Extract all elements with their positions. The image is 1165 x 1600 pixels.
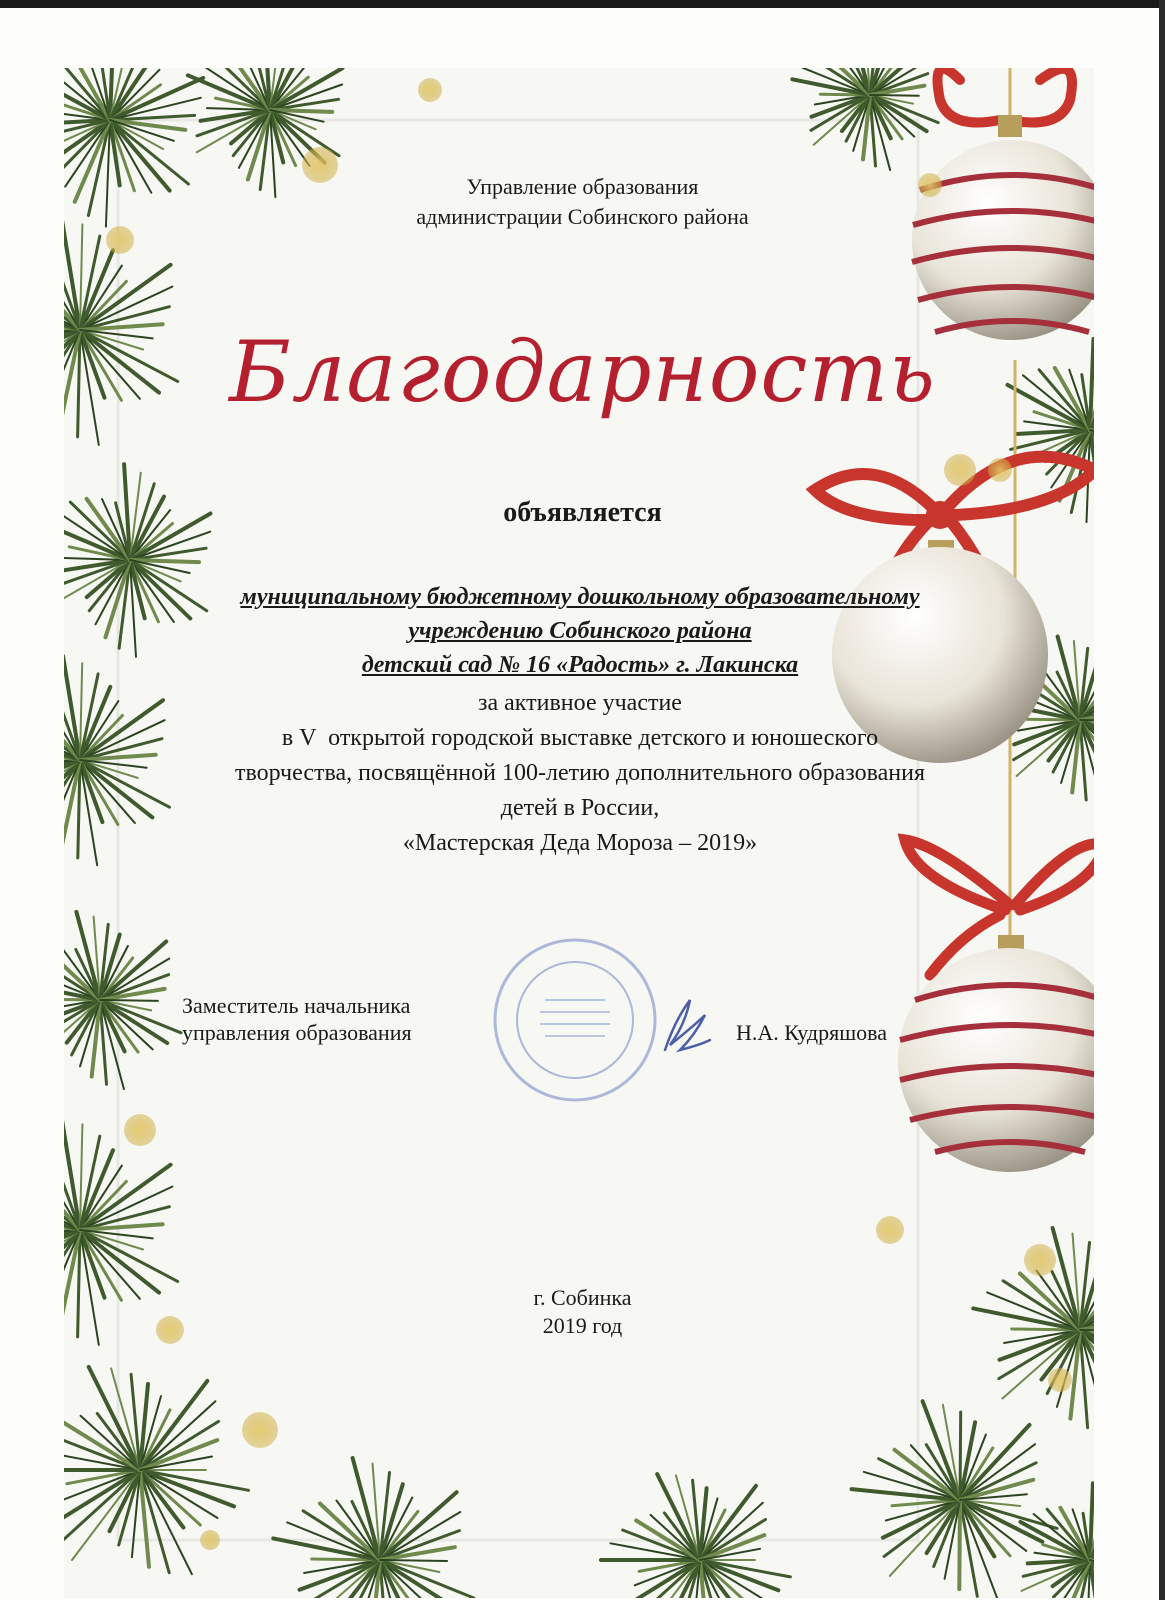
pine-needle: [1090, 430, 1155, 439]
pine-needle: [1090, 1544, 1156, 1560]
pine-needle: [1090, 1560, 1129, 1581]
footer-city: г. Собинка: [533, 1285, 632, 1310]
place-and-year: [0, 1284, 1165, 1340]
pine-needle: [1090, 1560, 1147, 1600]
pine-needle: [100, 1000, 158, 1001]
reason-line-4: детей в России,: [500, 795, 660, 821]
recipient-line-3: детский сад № 16 «Радость» г. Лакинска: [361, 652, 799, 678]
issuer-line-2: администрации Собинского района: [416, 204, 749, 229]
pine-needle: [1090, 1529, 1158, 1560]
pine-needle: [1090, 1560, 1133, 1600]
signatory-position-line-2: управления образования: [182, 1020, 412, 1045]
signatory-name: Н.А. Кудряшова: [736, 1020, 888, 1045]
pine-needle: [380, 1560, 447, 1561]
pine-needle: [700, 1503, 763, 1560]
pine-needle: [1090, 430, 1136, 455]
pine-needle: [870, 95, 919, 96]
signatory-position: [182, 992, 412, 1046]
pine-needle: [1090, 1560, 1120, 1600]
pine-needle: [33, 1000, 100, 1059]
pine-needle: [1090, 430, 1158, 485]
pine-needle: [100, 1000, 153, 1049]
pine-needle: [959, 1500, 960, 1589]
pine-needle: [1090, 1560, 1145, 1567]
pine-needle: [0, 713, 80, 760]
pine-needle: [1090, 430, 1142, 491]
gold-dot: [988, 458, 1012, 482]
issuer-header: [0, 172, 1165, 232]
gold-dot: [944, 454, 976, 486]
reason-line-5: «Мастерская Деда Мороза – 2019»: [402, 830, 758, 856]
gold-dot: [1024, 1244, 1056, 1276]
pine-needle: [1090, 426, 1163, 430]
gold-dot: [876, 1216, 904, 1244]
pine-needle: [1080, 720, 1130, 767]
recipient-line-1: муниципальному бюджетному дошкольному образовательному: [240, 584, 920, 610]
handwritten-signature: [665, 1000, 710, 1050]
issuer-line-1: Управление образования: [466, 174, 699, 199]
pine-needle: [1090, 1524, 1126, 1561]
pine-needle: [890, 1500, 960, 1576]
recipient-block: [110, 580, 1050, 682]
gold-dot: [418, 78, 442, 102]
pine-needle: [1090, 1557, 1152, 1560]
gold-dot: [242, 1412, 278, 1448]
footer-year: 2019 год: [542, 1313, 623, 1338]
pine-needle: [1090, 1512, 1122, 1560]
pine-needle: [1090, 1534, 1127, 1560]
pine-needle: [140, 1401, 215, 1470]
signatory-position-line-1: Заместитель начальника: [182, 993, 411, 1018]
pine-needle: [0, 1230, 80, 1274]
pine-needle: [1090, 430, 1145, 448]
announce-text: объявляется: [503, 497, 662, 528]
certificate-title: Благодарность: [229, 323, 936, 421]
gold-dot: [200, 1530, 220, 1550]
gold-dot: [124, 1114, 156, 1146]
gold-dot: [1048, 1368, 1072, 1392]
pine-needle: [1090, 430, 1126, 493]
reason-block: [110, 686, 1050, 861]
reason-line-3: творчества, посвящённой 100-летию дополнительного образования: [234, 760, 926, 786]
pine-needle: [81, 1416, 140, 1470]
official-stamp: [495, 940, 655, 1100]
reason-line-2: в V открытой городской выставке детского и юношеского: [281, 725, 879, 751]
pine-needle: [64, 1470, 140, 1540]
recipient-line-2: учреждению Собинского района: [408, 618, 752, 644]
pine-needle: [1080, 720, 1135, 721]
reason-line-1: за активное участие: [478, 690, 682, 716]
pine-needle: [1090, 1560, 1136, 1575]
pine-needle: [870, 95, 914, 137]
pine-needle: [110, 70, 159, 120]
